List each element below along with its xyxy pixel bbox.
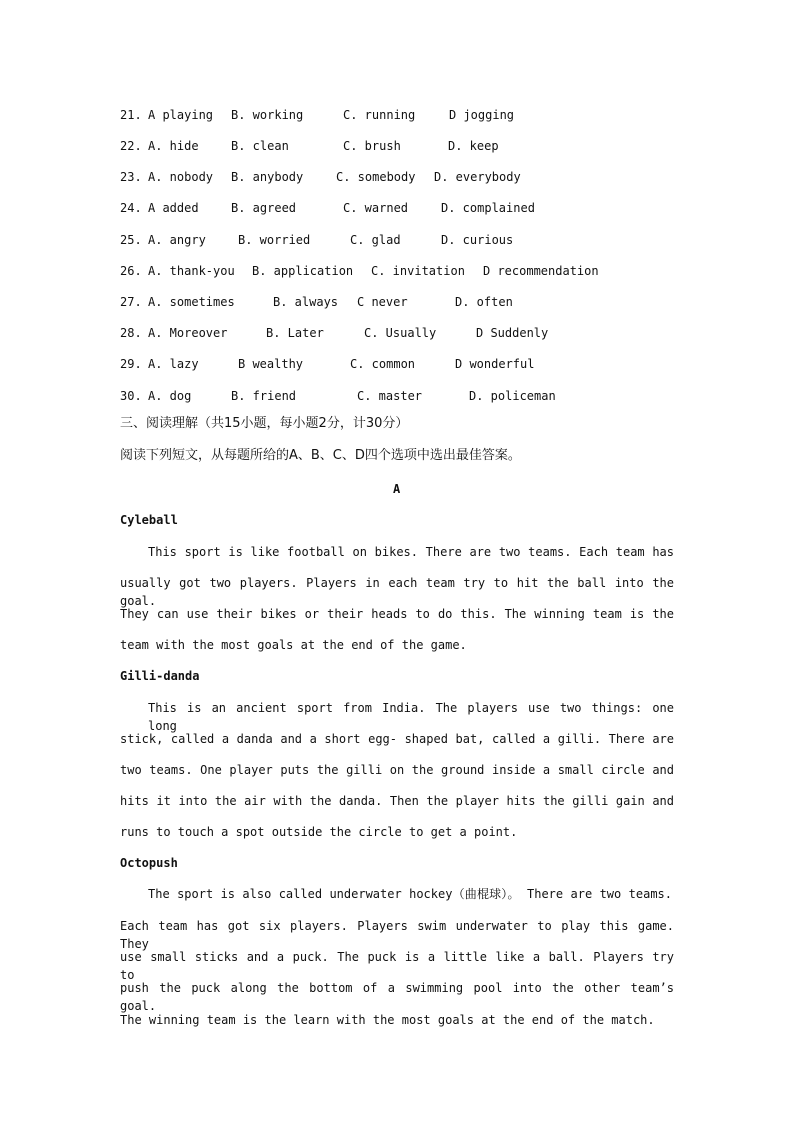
option-d: D. often	[455, 295, 513, 309]
option-d: D. complained	[441, 201, 535, 215]
option-b: B. always	[273, 295, 339, 309]
option-d: D. keep	[448, 139, 499, 153]
article-title-cyleball: Cyleball	[120, 513, 178, 527]
question-21-options	[120, 106, 515, 124]
option-c: C. common	[350, 357, 416, 371]
question-number: 29.	[120, 357, 142, 371]
paragraph-line: The winning team is the learn with the most goals at the end of the match.	[120, 1013, 655, 1027]
option-c: C. warned	[343, 201, 409, 215]
passage-label: A	[393, 482, 401, 496]
option-c: C. master	[357, 389, 423, 403]
article-title-octopush: Octopush	[120, 856, 178, 870]
option-d: D. curious	[441, 233, 514, 247]
paragraph-line: team with the most goals at the end of the game.	[120, 638, 467, 652]
question-number: 23.	[120, 170, 142, 184]
option-a: A. lazy	[148, 357, 199, 371]
option-a: A playing	[148, 108, 214, 122]
option-a: A. dog	[148, 389, 192, 403]
question-number: 30.	[120, 389, 142, 403]
paragraph-line: push the puck along the bottom of a swimming pool into the other team’s goal.	[120, 981, 674, 1013]
option-b: B. clean	[231, 139, 289, 153]
paragraph-line: This is an ancient sport from India. The players use two things: one long	[148, 701, 674, 733]
option-c: C never	[357, 295, 408, 309]
question-24-options	[120, 199, 535, 217]
paragraph-line: two teams. One player puts the gilli on the ground inside a small circle and	[120, 763, 674, 777]
paragraph-line: runs to touch a spot outside the circle to get a point.	[120, 825, 518, 839]
option-b: B wealthy	[238, 357, 304, 371]
question-30-options	[120, 387, 556, 405]
paragraph-line: The sport is also called underwater hockey（曲棍球）。 There are two teams.	[148, 887, 672, 901]
option-c: C. Usually	[364, 326, 437, 340]
option-b: B. worried	[238, 233, 311, 247]
paragraph-line: Each team has got six players. Players swim underwater to play this game. They	[120, 919, 674, 951]
section-instruction: 阅读下列短文，从每题所给的A、B、C、D四个选项中选出最佳答案。	[120, 448, 521, 463]
option-d: D wonderful	[455, 357, 535, 371]
option-a: A. hide	[148, 139, 199, 153]
question-number: 25.	[120, 233, 142, 247]
question-27-options	[120, 293, 513, 311]
option-b: B. friend	[231, 389, 297, 403]
option-d: D. policeman	[469, 389, 556, 403]
question-number: 26.	[120, 264, 142, 278]
option-d: D recommendation	[483, 264, 599, 278]
paragraph-line: usually got two players. Players in each team try to hit the ball into the goal.	[120, 576, 674, 608]
section-title: 三、阅读理解（共15小题，每小题2分，计30分）	[120, 416, 409, 431]
question-22-options	[120, 137, 499, 155]
article-title-gilli-danda: Gilli-danda	[120, 669, 200, 683]
question-number: 21.	[120, 108, 142, 122]
option-b: B. Later	[266, 326, 324, 340]
paragraph-line: This sport is like football on bikes. There are two teams. Each team has	[148, 545, 674, 559]
paragraph-line: They can use their bikes or their heads to do this. The winning team is the	[120, 607, 674, 621]
option-c: C. brush	[343, 139, 401, 153]
option-a: A. angry	[148, 233, 206, 247]
paragraph-line: use small sticks and a puck. The puck is a little like a ball. Players try to	[120, 950, 674, 982]
question-28-options	[120, 324, 549, 342]
question-23-options	[120, 168, 521, 186]
option-b: B. application	[252, 264, 354, 278]
option-c: C. running	[343, 108, 416, 122]
question-29-options	[120, 355, 535, 373]
question-25-options	[120, 231, 514, 249]
option-d: D. everybody	[434, 170, 521, 184]
option-b: B. working	[231, 108, 304, 122]
option-c: C. somebody	[336, 170, 416, 184]
paragraph-line: hits it into the air with the danda. Then the player hits the gilli gain and	[120, 794, 674, 808]
option-c: C. glad	[350, 233, 401, 247]
paragraph-line: stick, called a danda and a short egg- shaped bat, called a gilli. There are	[120, 732, 674, 746]
option-a: A. nobody	[148, 170, 214, 184]
question-number: 24.	[120, 201, 142, 215]
option-b: B. agreed	[231, 201, 297, 215]
option-a: A. thank-you	[148, 264, 235, 278]
question-number: 27.	[120, 295, 142, 309]
option-d: D jogging	[449, 108, 515, 122]
question-number: 28.	[120, 326, 142, 340]
option-a: A added	[148, 201, 199, 215]
option-a: A. sometimes	[148, 295, 235, 309]
option-a: A. Moreover	[148, 326, 228, 340]
question-number: 22.	[120, 139, 142, 153]
option-c: C. invitation	[371, 264, 465, 278]
option-b: B. anybody	[231, 170, 304, 184]
question-26-options	[120, 262, 599, 280]
option-d: D Suddenly	[476, 326, 549, 340]
